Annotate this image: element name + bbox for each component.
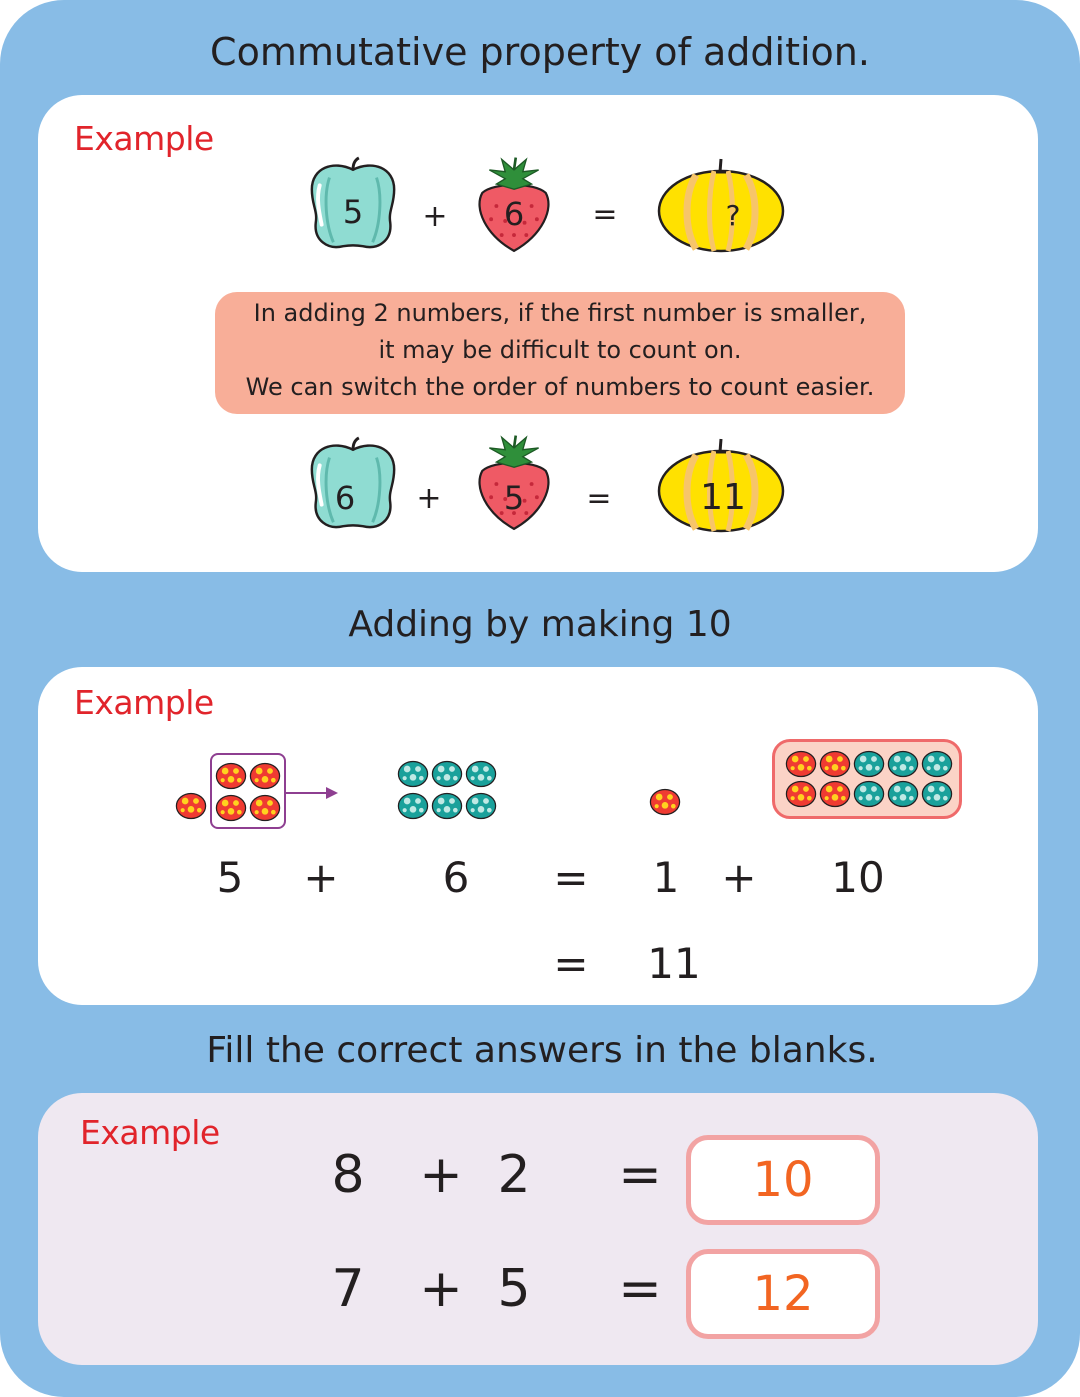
red-counter-icon — [648, 787, 682, 817]
addend-1: 1 — [652, 853, 680, 902]
equals-sign: = — [618, 1145, 662, 1205]
operand-b: 2 — [497, 1145, 531, 1205]
example-label: Example — [80, 1113, 220, 1152]
teal-counter-icon — [464, 791, 498, 821]
operand-a: 7 — [331, 1259, 365, 1319]
section2-title: Adding by making 10 — [348, 604, 732, 645]
equals-sign: = — [553, 853, 589, 902]
equals-sign: = — [592, 197, 618, 232]
teal-counter-icon — [396, 791, 430, 821]
equals-sign: = — [618, 1259, 662, 1319]
strawberry-number: 5 — [503, 479, 525, 517]
red-counter-icon — [818, 749, 852, 779]
addend-10: 10 — [831, 853, 885, 902]
making-ten-card — [38, 667, 1038, 1005]
move-arrow-icon — [286, 785, 338, 801]
plus-sign: + — [416, 481, 442, 516]
red-counter-icon — [248, 793, 282, 823]
sum-11: 11 — [647, 939, 701, 988]
plus-sign: + — [721, 853, 757, 902]
teal-counter-icon — [886, 749, 920, 779]
teal-counter-icon — [396, 759, 430, 789]
plus-sign: + — [303, 853, 339, 902]
red-counter-icon — [784, 749, 818, 779]
teal-counter-icon — [852, 749, 886, 779]
teal-counter-icon — [852, 779, 886, 809]
addend-6: 6 — [442, 853, 470, 902]
fill-blanks-card — [38, 1093, 1038, 1365]
commutative-card — [38, 95, 1038, 572]
red-counter-icon — [214, 761, 248, 791]
red-counter-icon — [818, 779, 852, 809]
teal-counter-icon — [430, 759, 464, 789]
tip-line-3: We can switch the order of numbers to count easier. — [245, 373, 875, 401]
pepper-number: 5 — [342, 193, 364, 231]
equals-sign: = — [586, 481, 612, 516]
teal-counter-icon — [886, 779, 920, 809]
operand-a: 8 — [331, 1145, 365, 1205]
red-counter-icon — [214, 793, 248, 823]
example-label: Example — [74, 683, 214, 722]
tip-line-2: it may be difficult to count on. — [378, 336, 742, 364]
section1-title: Commutative property of addition. — [210, 30, 870, 74]
plus-sign: + — [422, 199, 448, 234]
red-counter-icon — [784, 779, 818, 809]
example-label: Example — [74, 119, 214, 158]
tip-box — [215, 292, 905, 414]
equals-sign: = — [553, 939, 589, 988]
teal-counter-icon — [920, 749, 954, 779]
teal-counter-icon — [430, 791, 464, 821]
strawberry-number: 6 — [503, 195, 525, 233]
section3-title: Fill the correct answers in the blanks. — [206, 1030, 878, 1071]
red-counter-icon — [248, 761, 282, 791]
tip-line-1: In adding 2 numbers, if the first number is smaller, — [253, 299, 867, 327]
answer-box[interactable]: 12 — [686, 1249, 880, 1339]
red-counter-icon — [174, 791, 208, 821]
plus-sign: + — [419, 1259, 463, 1319]
pumpkin-number: 11 — [700, 477, 746, 518]
addend-5: 5 — [216, 853, 244, 902]
operand-b: 5 — [497, 1259, 531, 1319]
teal-counter-icon — [464, 759, 498, 789]
plus-sign: + — [419, 1145, 463, 1205]
teal-counter-icon — [920, 779, 954, 809]
pumpkin-question: ? — [725, 199, 741, 232]
pepper-number: 6 — [334, 479, 356, 517]
answer-box[interactable]: 10 — [686, 1135, 880, 1225]
